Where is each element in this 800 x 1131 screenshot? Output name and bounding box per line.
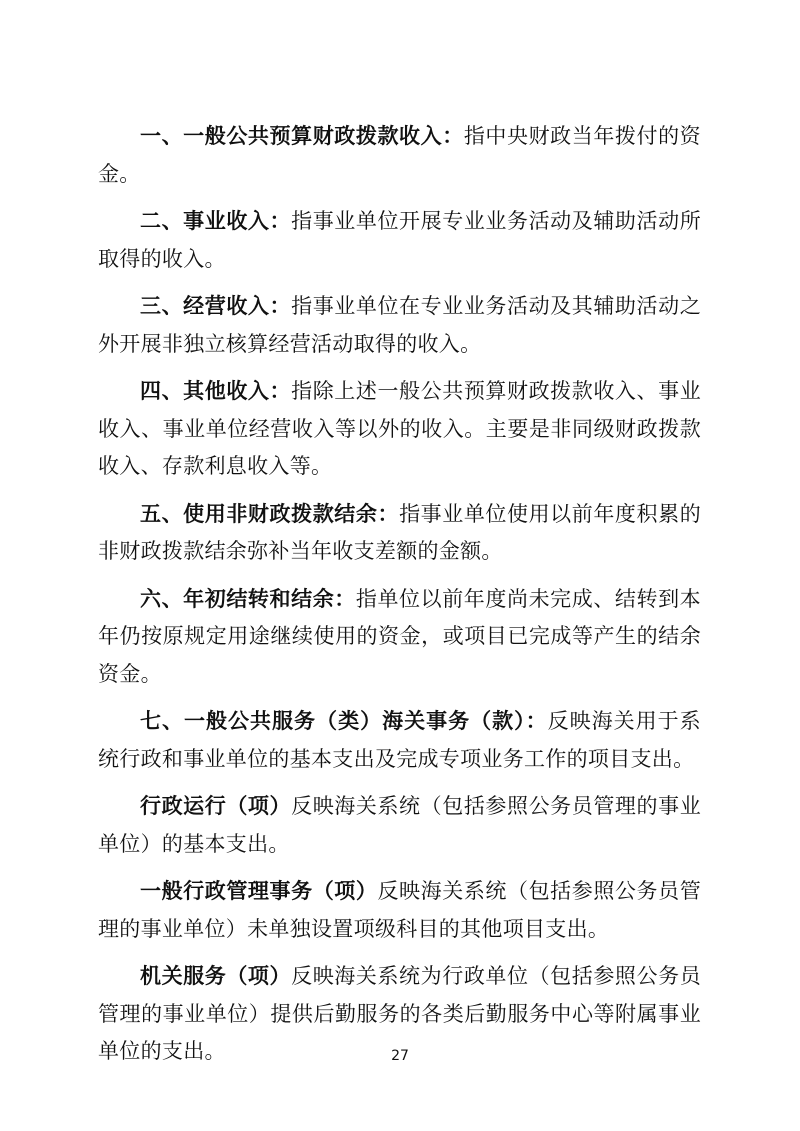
term-definition: 指事业单位使用以前年度积累的非财政拨款结余弥补当年收支差额的金额。	[98, 501, 701, 563]
paragraph-general-budget-revenue	[98, 118, 701, 193]
term-label: 一、一般公共预算财政拨款收入：	[140, 124, 464, 148]
term-definition: 指事业单位开展专业业务活动及辅助活动所取得的收入。	[98, 209, 701, 271]
paragraph-non-fiscal-balance	[98, 496, 701, 571]
term-label: 二、事业收入：	[140, 209, 292, 233]
term-label: 三、经营收入：	[140, 294, 292, 318]
term-definition: 指中央财政当年拨付的资金。	[98, 124, 701, 186]
paragraph-business-revenue	[98, 203, 701, 278]
page-number: 27	[391, 1048, 409, 1064]
paragraph-carryover-balance	[98, 581, 701, 694]
term-definition: 反映海关用于系统行政和事业单位的基本支出及完成专项业务工作的项目支出。	[98, 709, 701, 771]
term-definition: 反映海关系统（包括参照公务员管理的事业单位）未单独设置项级科目的其他项目支出。	[98, 879, 701, 941]
term-definition: 指除上述一般公共预算财政拨款收入、事业收入、事业单位经营收入等以外的收入。主要是非同级财政拨款收入、存款利息收入等。	[98, 379, 701, 478]
term-definition: 反映海关系统为行政单位（包括参照公务员管理的事业单位）提供后勤服务的各类后勤服务中心等附属事业单位的支出。	[98, 964, 701, 1063]
paragraph-general-administration	[98, 873, 701, 948]
term-label: 七、一般公共服务（类）海关事务（款）：	[140, 709, 548, 733]
term-label: 一般行政管理事务（项）	[140, 879, 378, 903]
term-definition: 反映海关系统（包括参照公务员管理的事业单位）的基本支出。	[98, 794, 701, 856]
paragraph-operating-revenue	[98, 288, 701, 363]
term-definition: 指事业单位在专业业务活动及其辅助活动之外开展非独立核算经营活动取得的收入。	[98, 294, 701, 356]
paragraph-customs-affairs	[98, 703, 701, 778]
term-label: 四、其他收入：	[140, 379, 292, 403]
term-label: 机关服务（项）	[140, 964, 292, 988]
term-definition: 指单位以前年度尚未完成、结转到本年仍按原规定用途继续使用的资金，或项目已完成等产生的结余资金。	[98, 586, 701, 686]
paragraph-administrative-operation	[98, 788, 701, 863]
term-label: 行政运行（项）	[140, 794, 292, 818]
term-label: 六、年初结转和结余：	[140, 586, 356, 611]
term-label: 五、使用非财政拨款结余：	[140, 501, 400, 526]
document-body	[98, 118, 701, 1081]
paragraph-other-revenue	[98, 373, 701, 486]
